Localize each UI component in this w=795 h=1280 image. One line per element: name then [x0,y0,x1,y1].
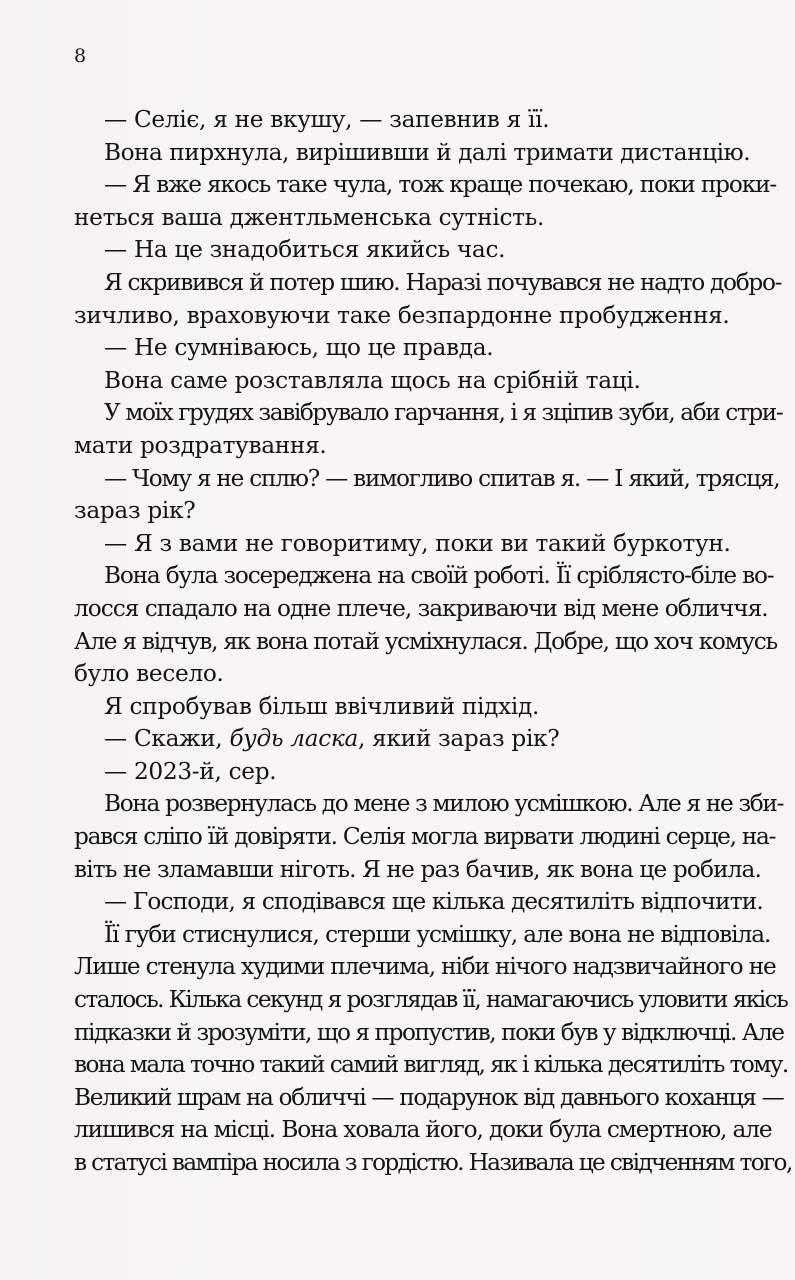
text-segment: , який зараз рік? [358,725,560,753]
text-line: вона мала точно такий самий вигляд, як і кілька десятиліть тому. [74,1051,788,1079]
text-line: У моїх грудях завібрувало гарчання, і я зціпив зуби, аби стри- [104,399,783,427]
text-line: — Господи, я сподівався ще кілька десятиліть відпочити. [104,888,763,916]
text-line: — На це знадобиться якийсь час. [104,236,506,264]
text-line: сталось. Кілька секунд я розглядав її, намагаючись уловити якісь [74,986,788,1014]
text-line: зичливо, враховуючи таке безпардонне пробудження. [74,301,730,329]
text-line: Вона саме розставляла щось на срібній таці. [104,366,641,394]
text-line: — Не сумніваюсь, що це правда. [104,334,494,362]
text-line: Я скривився й потер шию. Наразі почувався не надто добро- [104,268,782,296]
text-line: зараз рік? [74,497,196,525]
text-line: Вона була зосереджена на своїй роботі. Її сріблясто-біле во- [104,562,774,590]
text-line: неться ваша джентльменська сутність. [74,203,545,231]
text-line: Лише стенула худими плечима, ніби нічого надзвичайного не [74,953,776,981]
italic-emphasis: будь ласка [229,725,358,753]
text-line: Великий шрам на обличчі — подарунок від давнього коханця — [74,1083,784,1111]
text-line [74,723,744,756]
text-line: Вона пирхнула, вирішивши й далі тримати дистанцію. [104,138,751,166]
text-line: Я спробував більш ввічливий підхід. [104,692,540,720]
text-line: мати роздратування. [74,431,327,459]
text-line: лишився на місці. Вона ховала його, доки була смертною, але [74,1116,772,1144]
text-line: Вона розвернулась до мене з милою усмішкою. Але я не зби- [104,790,784,818]
text-line: лосся спадало на одне плече, закриваючи від мене обличчя. [74,594,768,622]
text-line: — Я вже якось таке чула, тож краще почекаю, поки проки- [104,171,777,199]
text-line: віть не зламавши ніготь. Я не раз бачив, як вона це робила. [74,855,762,883]
page-number: 8 [74,45,87,67]
text-line: — Селіє, я не вкушу, — запевнив я її. [104,106,550,133]
body-text [74,104,792,1180]
text-line: підказки й зрозуміти, що я пропустив, поки був у відключці. Але [74,1018,784,1046]
text-line: було весело. [74,660,224,688]
text-line: — 2023-й, сер. [104,757,277,785]
text-line: Але я відчув, як вона потай усміхнулася. Добре, що хоч комусь [74,627,777,655]
text-line: рався сліпо їй довіряти. Селія могла вирвати людині серце, на- [74,823,776,851]
text-segment: — Скажи, [104,725,230,753]
text-line: — Я з вами не говоритиму, поки ви такий буркотун. [104,529,731,557]
text-line: в статусі вампіра носила з гордістю. Називала це свідченням того, [74,1149,792,1176]
text-line: — Чому я не сплю? — вимогливо спитав я. — І який, трясця, [104,464,780,492]
text-line: Її губи стиснулися, стерши усмішку, але вона не відповіла. [104,920,771,948]
